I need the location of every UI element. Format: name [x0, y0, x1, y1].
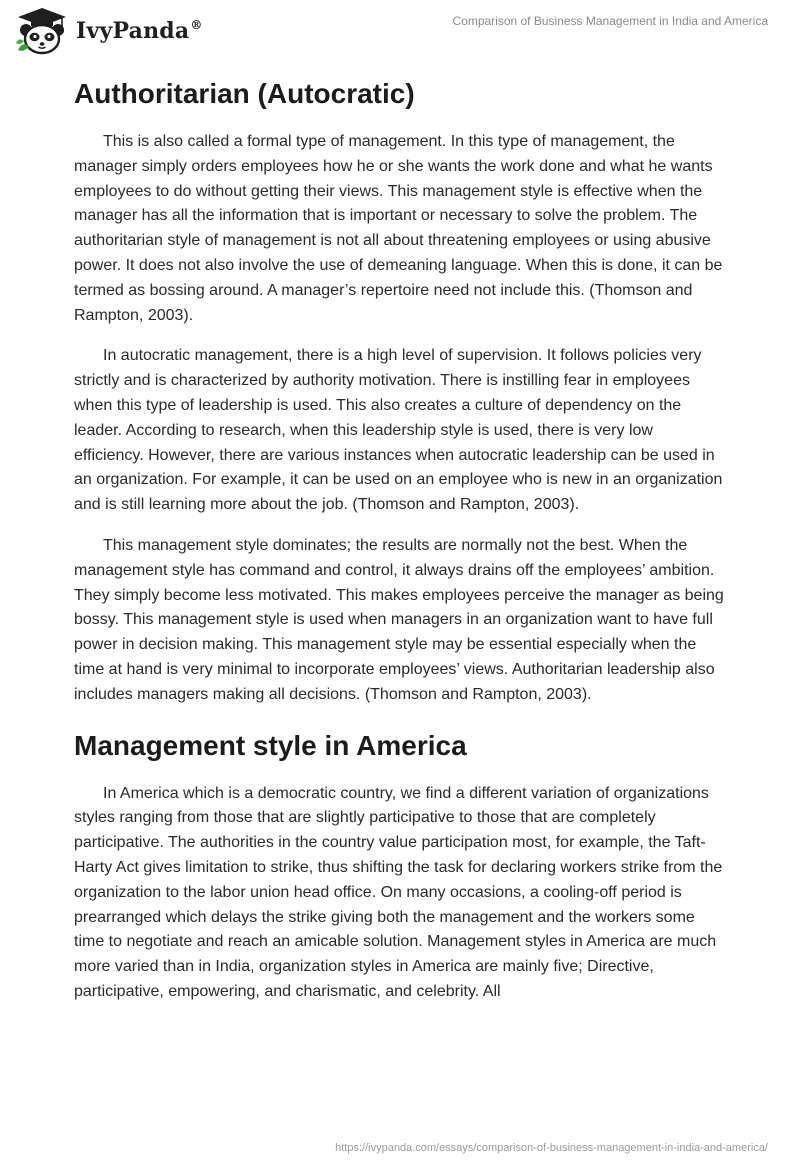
page-header — [0, 0, 800, 60]
paragraph: In autocratic management, there is a high level of supervision. It follows policies very strictly and is characterized by authority motivation. There is instilling fear in employees when this type of leadership is used. This also creates a culture of dependency on the leader. According to research, when this leadership style is used, there is very low efficiency. However, there are various instances when autocratic leadership can be used in an organization. For example, it can be used on an employee who is new in an organization and is still learning more about the job. (Thomson and Rampton, 2003). — [74, 347, 723, 514]
source-url[interactable]: https://ivypanda.com/essays/comparison-of-business-management-in-india-and-america/ — [335, 1142, 768, 1154]
brand-name: IvyPanda® — [76, 18, 203, 44]
document-title: Comparison of Business Management in India and America — [452, 14, 768, 28]
essay-content — [74, 68, 726, 1021]
section-authoritarian — [74, 68, 726, 708]
paragraph: This is also called a formal type of management. In this type of management, the manager simply orders employees how he or she wants the work done and what he wants employees to do without getting their views. This management style is effective when the manager has all the information that is important or necessary to solve the problem. The authoritarian style of management is not all about threatening employees or using abusive power. It does not also involve the use of demeaning language. When this is done, it can be termed as bossing around. A manager’s repertoire need not include this. (Thomson and Rampton, 2003). — [74, 133, 723, 324]
paragraph: In America which is a democratic country, we find a different variation of organizations styles ranging from those that are slightly participative to those that are completely participative. The authorities in the country value participation most, for example, the Taft-Harty Act gives limitation to strike, thus shifting the task for declaring workers strike from the organization to the labor union head office. On many occasions, a cooling-off period is prearranged which delays the strike giving both the management and the workers some time to negotiate and reach an amicable solution. Management styles in America are much more varied than in India, organization styles in America are mainly five; Directive, participative, empowering, and charismatic, and celebrity. All — [74, 784, 723, 1000]
section-management-america — [74, 724, 726, 1005]
section-heading: Management style in America — [74, 729, 467, 761]
section-heading: Authoritarian (Autocratic) — [74, 78, 415, 109]
ivypanda-logo[interactable] — [14, 6, 203, 56]
paragraph: This management style dominates; the results are normally not the best. When the management style has command and control, it always drains off the employees’ ambition. They simply become less motivated. This makes employees perceive the manager as being bossy. This management style is used when managers in an organization want to have full power in decision making. This management style may be essential especially when the time at hand is very minimal to incorporate employees’ views. Authoritarian leadership also includes managers making all decisions. (Thomson and Rampton, 2003). — [74, 536, 724, 703]
panda-graduate-icon — [14, 6, 70, 56]
